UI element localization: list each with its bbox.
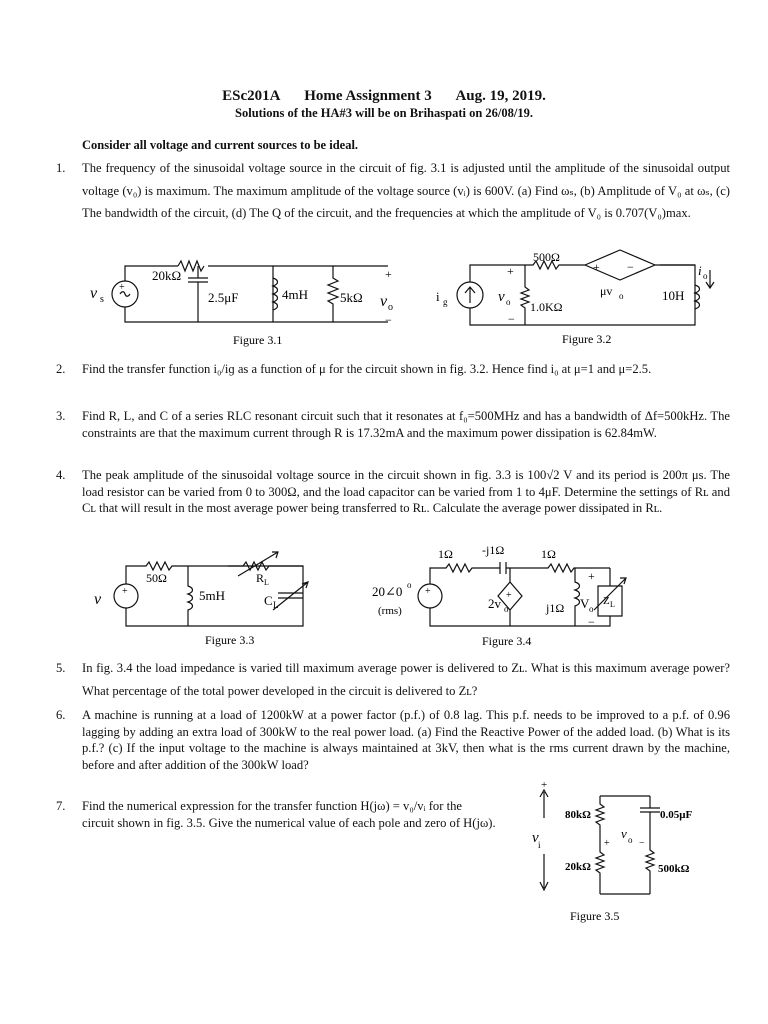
svg-text:10H: 10H: [662, 288, 685, 303]
svg-text:20kΩ: 20kΩ: [565, 861, 591, 873]
svg-text:−: −: [508, 312, 515, 326]
svg-text:o: o: [589, 604, 594, 614]
figure-caption: Figure 3.5: [570, 909, 620, 923]
svg-text:v: v: [498, 289, 505, 305]
question-text: The frequency of the sinusoidal voltage source in the circuit of fig. 3.1 is adjusted until the amplitude of the sinusoidal output voltage (v₀) is maximum. The maximum amplitude of the voltage source (vᵢ) is 600V. (a) Find ωₛ, (b) Amplitude of V₀ at ωₛ, (c) The bandwidth of the circuit, (d) The Q of the circuit, and the frequencies at which the amplitude of V₀ is 0.707(V₀)max.: [82, 161, 730, 220]
svg-text:v: v: [380, 293, 388, 310]
question-3: 3. Find R, L, and C of a series RLC resonant circuit such that it resonates at f₀=500MHz and has a bandwidth of Δf=500kHz. The constraints are that the maximum current through R is 17.32mA and the maximum power dissipation is 62.84mW.: [56, 409, 730, 440]
svg-text:g: g: [443, 297, 448, 307]
svg-text:+: +: [119, 282, 125, 293]
svg-text:5mH: 5mH: [199, 588, 225, 603]
svg-text:L: L: [273, 600, 279, 610]
svg-text:o: o: [628, 835, 633, 845]
svg-text:v: v: [532, 830, 539, 846]
svg-text:+: +: [588, 569, 595, 583]
svg-text:+: +: [385, 267, 392, 281]
svg-text:+: +: [506, 590, 512, 601]
svg-text:o: o: [703, 271, 708, 281]
svg-text:+: +: [593, 260, 600, 274]
question-number: 1.: [56, 161, 66, 175]
figure-caption: Figure 3.3: [205, 633, 255, 647]
svg-text:V: V: [580, 596, 590, 611]
question-5: 5. In fig. 3.4 the load impedance is varied till maximum average power is delivered to Zʟ. What is this maximum average power? What percentage of the total power developed in the circuit is delivered to Zʟ?: [56, 661, 730, 698]
figure-3-2: [430, 245, 730, 350]
resistor-1k: [521, 265, 529, 325]
svg-text:50Ω: 50Ω: [146, 571, 167, 585]
svg-text:o: o: [506, 297, 511, 307]
svg-text:−: −: [385, 313, 392, 327]
figure-3-3: [88, 548, 328, 650]
inductor-10H: [695, 285, 700, 309]
svg-text:+: +: [122, 586, 128, 597]
svg-text:5kΩ: 5kΩ: [340, 290, 363, 305]
figure-3-4: [370, 540, 640, 652]
svg-text:o: o: [619, 291, 624, 301]
svg-text:o: o: [388, 302, 393, 313]
question-1: [56, 157, 730, 225]
svg-text:μv: μv: [600, 284, 613, 298]
resistor-80k-20k: [596, 796, 604, 894]
question-6: 6. A machine is running at a load of 1200kW at a power factor (p.f.) of 0.8 lag. This p.f. needs to be improved to a p.f. of 0.96 lagging by adding an extra load of 300kW to the real power load. (a) Find the Reactive Power of the added load. (b) What is its p.f.? (c) If the input voltage to the machine is always maintained at 3kV, then what is the rms current drawn by the machine, before and after addition of the 300kW load?: [56, 708, 730, 772]
figure-caption: Figure 3.2: [562, 332, 612, 346]
svg-text:500Ω: 500Ω: [533, 250, 560, 264]
instruction: Consider all voltage and current sources to be ideal.: [82, 138, 359, 152]
figure-caption: Figure 3.4: [482, 634, 532, 648]
figure-3-5: [520, 782, 730, 927]
question-7: 7. Find the numerical expression for the transfer function H(jω) = v₀/vᵢ for the circuit shown in fig. 3.5. Give the numerical value of each pole and zero of H(jω).: [56, 799, 496, 830]
svg-text:(rms): (rms): [378, 605, 402, 617]
solutions-note: Solutions of the HA#3 will be on Brihaspati on 26/08/19.: [235, 106, 533, 120]
resistor-20k: [178, 261, 204, 271]
figure-3-1: [88, 250, 408, 350]
svg-text:1.0KΩ: 1.0KΩ: [530, 300, 563, 314]
inductor-4mH: [273, 278, 278, 310]
svg-text:0.05μF: 0.05μF: [660, 809, 693, 821]
svg-text:o: o: [504, 604, 509, 614]
svg-text:−: −: [588, 615, 595, 629]
svg-text:R: R: [256, 571, 265, 585]
svg-text:-j1Ω: -j1Ω: [482, 543, 505, 557]
svg-text:C: C: [264, 593, 273, 608]
svg-text:+: +: [425, 586, 431, 597]
svg-text:i: i: [698, 263, 702, 278]
figure-caption: Figure 3.1: [233, 333, 283, 347]
question-2: 2. Find the transfer function i₀/iɡ as a function of μ for the circuit shown in fig. 3.2. Hence find i₀ at μ=1 and μ=2.5.: [56, 362, 652, 376]
svg-text:−: −: [627, 260, 634, 274]
svg-text:1Ω: 1Ω: [541, 547, 556, 561]
svg-text:o: o: [407, 580, 412, 590]
svg-text:Z: Z: [603, 595, 610, 607]
svg-text:L: L: [610, 600, 615, 609]
page-title: [0, 88, 768, 105]
capacitor-2.5uF: [188, 266, 208, 322]
svg-text:s: s: [100, 294, 104, 305]
svg-text:v: v: [90, 285, 98, 302]
question-4: 4. The peak amplitude of the sinusoidal voltage source in the circuit shown in fig. 3.3 is 100√2 V and its period is 200π μs. The load resistor can be varied from 0 to 300Ω, and the load capacitor can be varied from 1 to 4μF. Determine the settings of Rʟ and Cʟ that will result in the most average power being transferred to Rʟ. Calculate the average power dissipated in Rʟ.: [56, 468, 730, 515]
svg-text:20∠0: 20∠0: [372, 584, 403, 599]
svg-text:L: L: [264, 578, 269, 587]
svg-text:2v: 2v: [488, 596, 501, 611]
svg-text:20kΩ: 20kΩ: [152, 268, 182, 283]
svg-text:i: i: [436, 289, 440, 304]
svg-text:i: i: [538, 840, 541, 850]
svg-text:80kΩ: 80kΩ: [565, 809, 591, 821]
svg-text:+: +: [507, 264, 514, 278]
svg-text:2.5μF: 2.5μF: [208, 290, 239, 305]
svg-text:−: −: [639, 838, 645, 849]
svg-text:+: +: [541, 782, 548, 791]
svg-text:j1Ω: j1Ω: [546, 601, 565, 615]
course-code: ESc201A: [222, 88, 281, 104]
assignment-date: Aug. 19, 2019.: [455, 88, 546, 104]
svg-text:4mH: 4mH: [282, 287, 308, 302]
svg-text:+: +: [604, 838, 610, 849]
svg-text:v: v: [94, 591, 102, 608]
svg-text:500kΩ: 500kΩ: [658, 863, 690, 875]
assignment-name: Home Assignment 3: [304, 88, 432, 104]
svg-text:1Ω: 1Ω: [438, 547, 453, 561]
svg-text:v: v: [621, 826, 627, 841]
